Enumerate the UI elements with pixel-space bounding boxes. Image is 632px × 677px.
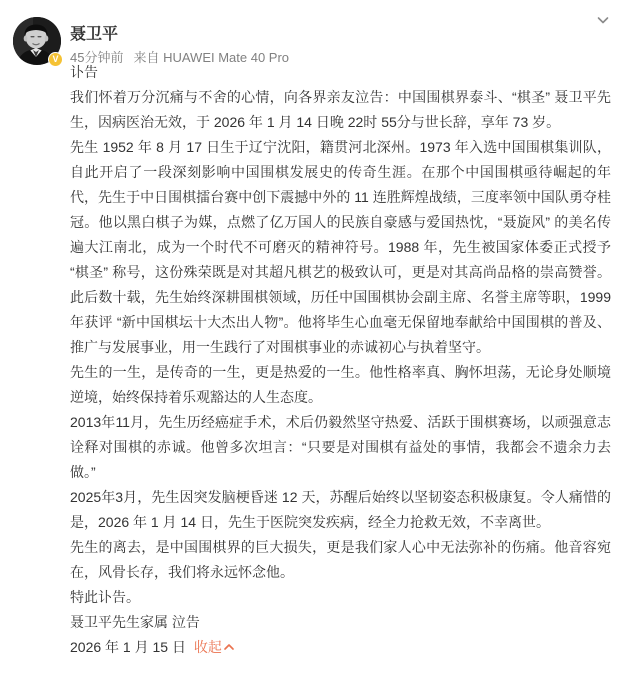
- paragraph: 先生 1952 年 8 月 17 日生于辽宁沈阳，籍贯河北深州。1973 年入选中国围棋集训队，自此开启了一段深刻影响中国围棋发展史的传奇生涯。在那个中国围棋亟待崛起的年代，先生于中日围棋擂台赛中创下震撼中外的 11 连胜辉煌战绩，三度率领中国队勇夺桂冠。他以黑白棋子为媒，点燃了亿万国人的民族自豪感与爱国热忱，“聂旋风” 的美名传遍大江南北，成为一个时代不可磨灭的精神符号。1988 年，先生被国家体委正式授予 “棋圣” 称号，这份殊荣既是对其超凡棋艺的极致认可，更是对其高尚品格的崇高赞誉。此后数十载，先生始终深耕围棋领域，历任中国围棋协会副主席、名誉主席等职，1999 年获评 “新中国棋坛十大杰出人物”。他将毕生心血毫无保留地奉献给中国围棋的普及、推广与发展事业，用一生践行了对围棋事业的赤诚初心与执着坚守。: [70, 139, 611, 355]
- paragraph-date-line: [70, 635, 611, 660]
- username[interactable]: 聂卫平: [70, 26, 119, 43]
- paragraph: 先生的一生，是传奇的一生，更是热爱的一生。他性格率真、胸怀坦荡，无论身处顺境逆境，始终保持着乐观豁达的人生态度。: [70, 364, 611, 405]
- verified-badge-icon: V: [48, 52, 63, 67]
- collapse-post-link[interactable]: [194, 639, 235, 655]
- post-date: 2026 年 1 月 15 日: [70, 639, 186, 655]
- paragraph: 2013年11月，先生历经癌症手术，术后仍毅然坚守热爱、活跃于围棋赛场，以顽强意志诠释对围棋的赤诚。他曾多次坦言：“只要是对围棋有益处的事情，我都会不遗余力去做。”: [70, 414, 611, 480]
- chevron-up-icon: [223, 642, 235, 652]
- paragraph-closing: 特此讣告。: [70, 589, 140, 605]
- post-content: [70, 60, 611, 660]
- paragraph: 先生的离去，是中国围棋界的巨大损失，更是我们家人心中无法弥补的伤痛。他音容宛在，风骨长存，我们将永远怀念他。: [70, 539, 611, 580]
- avatar[interactable]: [13, 17, 61, 65]
- source-device-link[interactable]: 来自 HUAWEI Mate 40 Pro: [133, 50, 290, 65]
- paragraph: 2025年3月，先生因突发脑梗昏迷 12 天，苏醒后始终以坚韧姿态积极康复。令人痛惜的是，2026 年 1 月 14 日，先生于医院突发疾病，经全力抢救无效，不幸离世。: [70, 489, 611, 530]
- paragraph: 我们怀着万分沉痛与不舍的心情，向各界亲友泣告：中国围棋界泰斗、“棋圣” 聂卫平先生，因病医治无效，于 2026 年 1 月 14 日晚 22时 55分与世长辞，享年 73 岁。: [70, 89, 611, 130]
- collapse-label: 收起: [193, 639, 222, 655]
- paragraph-signature: 聂卫平先生家属 泣告: [70, 614, 200, 630]
- chevron-down-icon[interactable]: [595, 12, 611, 28]
- paragraph-title: 讣告: [70, 64, 98, 80]
- timestamp-link[interactable]: 45分钟前: [70, 50, 124, 65]
